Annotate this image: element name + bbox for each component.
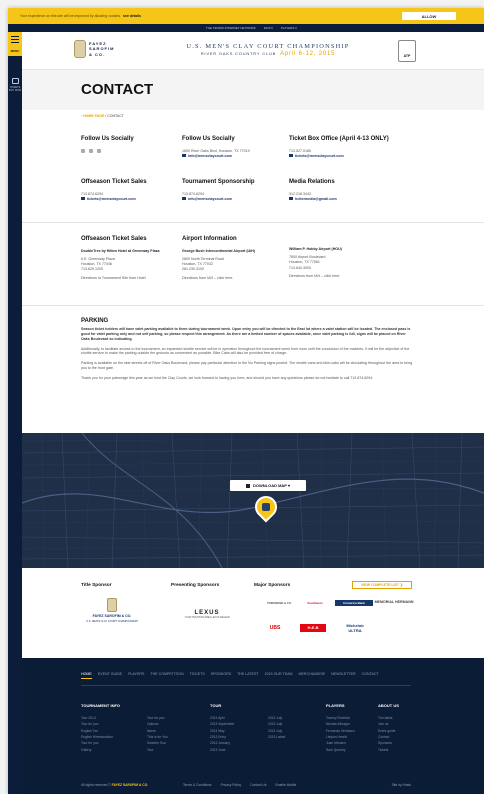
site-by[interactable]: Site by Hosts bbox=[391, 783, 411, 787]
email-link[interactable]: tickets@mensclaycourt.com bbox=[87, 196, 136, 201]
parking-section bbox=[81, 317, 413, 386]
address-line: 6 E. Greenway Plaza bbox=[81, 256, 115, 261]
phone: 281.230.3100 bbox=[182, 267, 204, 272]
phone: 713.640.3000 bbox=[289, 265, 311, 270]
sarofim-logo[interactable] bbox=[74, 40, 114, 58]
media-title: Media Relations bbox=[289, 179, 335, 185]
phone: 713.874.6294 bbox=[81, 191, 103, 196]
championship-title: U.S. MEN'S CLAY COURT CHAMPIONSHIP bbox=[186, 43, 350, 50]
network-link[interactable]: THE TENNIS INTERNET NETWORK bbox=[206, 26, 256, 30]
email-link[interactable]: info@mensclaycourt.com bbox=[188, 153, 232, 158]
footer-link[interactable]: Join us bbox=[378, 722, 389, 727]
title-sponsor-label: Title Sponsor bbox=[81, 583, 112, 588]
copyright: All rights reserved © bbox=[81, 783, 111, 787]
footer-nav-item[interactable]: MERCHANDISE bbox=[298, 672, 326, 676]
footer-link[interactable]: This is for You bbox=[147, 735, 168, 740]
title-sponsor-logo[interactable] bbox=[82, 598, 142, 623]
download-icon bbox=[246, 484, 250, 488]
allow-cookies-button[interactable]: ALLOW bbox=[402, 12, 456, 20]
cookie-message: Your experience on this site will be improved by allowing cookies. bbox=[20, 14, 122, 18]
phone: 713.874.6294 bbox=[182, 191, 204, 196]
address-line: Houston, TX 77032 bbox=[182, 262, 213, 267]
box-office-title: Ticket Box Office (April 4-13 ONLY) bbox=[289, 136, 389, 142]
directions-link[interactable]: Directions to Tournament Site from Hotel bbox=[81, 275, 146, 280]
phone: 713.527.0185 bbox=[289, 148, 311, 153]
parking-paragraph: Additionally, to facilitate access to the tournament, an expanded shuttle service will be in operation throughout the tournament week from noon until the conclusion of the matches. It will be the objective of the shuttle service to make the parking outside the grounds as convenient as possible. Bike Cabs will also be provided free of charge. bbox=[81, 346, 410, 356]
venue-name: RIVER OAKS COUNTRY CLUB bbox=[200, 51, 277, 56]
footer-nav-item[interactable]: THE LATEST bbox=[237, 672, 259, 676]
footer-nav bbox=[81, 672, 379, 679]
footer-bottom bbox=[81, 783, 411, 787]
address-line: Houston, TX 77061 bbox=[289, 260, 320, 265]
footer-link[interactable]: 2013 July bbox=[268, 722, 283, 727]
footer-legal-link[interactable]: Terms & Conditions bbox=[183, 783, 212, 787]
breadcrumb bbox=[81, 114, 124, 118]
envelope-icon bbox=[182, 154, 186, 157]
footer-link[interactable]: English Himmamation bbox=[81, 735, 114, 740]
owl-pin-icon bbox=[262, 503, 270, 511]
footer-nav-item[interactable]: EVENT GUIDE bbox=[97, 672, 123, 676]
download-map-button[interactable] bbox=[230, 480, 306, 491]
footer-col-about bbox=[378, 702, 399, 753]
address-line: 7800 Airport Boulevard bbox=[289, 255, 326, 260]
hamburger-icon bbox=[11, 39, 19, 40]
map-streets bbox=[22, 433, 484, 568]
address: 1600 River Oaks Blvd, Houston, TX 77019 bbox=[182, 148, 250, 153]
footer-link[interactable]: Event guide bbox=[378, 728, 396, 733]
footer-link[interactable]: The latest bbox=[378, 715, 393, 720]
location-map[interactable] bbox=[22, 433, 484, 568]
footer-nav-item[interactable]: TICKETS bbox=[189, 672, 205, 676]
sponsor-logo[interactable]: MEMORIAL HERMANN bbox=[374, 600, 414, 604]
parking-title: PARKING bbox=[81, 318, 109, 324]
footer-col-tour-2 bbox=[268, 702, 285, 740]
sponsor-logo[interactable]: Comerica Bank bbox=[335, 600, 373, 606]
footer-nav-item[interactable]: NEWSLETTER bbox=[331, 672, 356, 676]
envelope-icon bbox=[289, 154, 293, 157]
follow-us-address-block bbox=[182, 135, 282, 159]
parking-paragraph: Parking is available on the side streets off of River Oaks Boulevard; please pay particular attention to the No Parking signs posted. The shuttle vans and bike-cabs will be circulating throughout the area to bring you to the front gate. bbox=[81, 361, 413, 371]
championship-small: U.S. MEN'S CLAY COURT CHAMPIONSHIP bbox=[86, 620, 138, 623]
breadcrumb-home[interactable]: HOME PAGE bbox=[83, 114, 105, 118]
footer-nav-item[interactable]: 2015 OUR TEAM bbox=[264, 672, 293, 676]
email-link[interactable]: tickets@mensclaycourt.com bbox=[295, 153, 344, 158]
phone: 312.218.3442 bbox=[289, 191, 311, 196]
footer-link[interactable]: Sam Querrey bbox=[326, 747, 346, 752]
footer-link[interactable]: Tour bbox=[147, 747, 154, 752]
view-complete-list-button[interactable]: VIEW COMPLETE LIST ❯ bbox=[352, 581, 412, 589]
hotel-name: DoubleTree by Hilton Hotel at Greenway Plaza bbox=[81, 248, 160, 253]
footer-link[interactable]: English Tou bbox=[81, 728, 98, 733]
directions-link[interactable]: Directions from IAH – click here. bbox=[289, 273, 341, 278]
sidebar bbox=[8, 32, 22, 794]
footer-nav-item[interactable]: THE COMPETITION bbox=[150, 672, 184, 676]
footer-link[interactable]: Tour for you bbox=[147, 715, 165, 720]
title-sponsor-name: FAYEZ SAROFIM & CO. bbox=[92, 614, 132, 618]
footer-link[interactable]: Tour for you bbox=[81, 741, 99, 746]
footer-divider bbox=[81, 685, 411, 686]
section-divider bbox=[22, 222, 484, 223]
address-line: 2800 North Terminal Road bbox=[182, 256, 224, 261]
footer-link[interactable]: Juan Monaco bbox=[326, 741, 346, 746]
facebook-icon[interactable] bbox=[81, 149, 85, 153]
follow-title-2: Follow Us Socially bbox=[182, 136, 235, 142]
footer-legal-link[interactable]: Enable Mobile bbox=[275, 783, 297, 787]
footer-link[interactable]: 2014 April bbox=[210, 715, 225, 720]
footer-link[interactable]: 2013 January bbox=[210, 741, 230, 746]
address-line: Houston, TX 77046 bbox=[81, 262, 112, 267]
footer-col-tour bbox=[210, 702, 234, 753]
email-link[interactable]: hcttermedia@gmail.com bbox=[295, 196, 337, 201]
sponsors-section bbox=[22, 568, 484, 658]
sponsor-logo[interactable]: Michelob ULTRA bbox=[346, 623, 364, 633]
download-map-label: DOWNLOAD MAP ▾ bbox=[252, 483, 291, 488]
sponsorship-title: Tournament Sponsorship bbox=[182, 179, 255, 185]
footer-link[interactable]: Name bbox=[147, 728, 156, 733]
follow-us-block bbox=[81, 135, 181, 155]
atp-logo: ATP bbox=[398, 40, 416, 62]
footer-link[interactable]: Tour for you bbox=[81, 722, 99, 727]
year-dropdown[interactable]: 2015 ▾ bbox=[263, 26, 273, 30]
envelope-icon bbox=[182, 197, 186, 200]
footer-link[interactable]: 2013 September bbox=[210, 722, 235, 727]
footer-legal-links bbox=[183, 783, 296, 787]
email-link[interactable]: info@mensclaycourt.com bbox=[188, 196, 232, 201]
footer-link[interactable]: Contact bbox=[378, 735, 390, 740]
footer-link[interactable]: 2013 July bbox=[268, 728, 283, 733]
lexus-logo[interactable] bbox=[177, 610, 237, 619]
footer-link[interactable]: Options bbox=[147, 722, 159, 727]
hotel-section-title: Offseason Ticket Sales bbox=[81, 236, 147, 242]
sponsorship-block bbox=[182, 178, 282, 202]
instagram-icon[interactable] bbox=[89, 149, 93, 153]
footer-link[interactable]: Sweden Tour bbox=[147, 741, 167, 746]
tickets-button[interactable] bbox=[8, 78, 22, 93]
footer-link[interactable]: 2013 June bbox=[210, 747, 226, 752]
players-dropdown[interactable]: PLAYERS ▾ bbox=[280, 26, 297, 30]
envelope-icon bbox=[289, 197, 293, 200]
footer-link[interactable]: 2013 July bbox=[268, 715, 283, 720]
hou-block bbox=[289, 247, 389, 279]
footer-link[interactable]: Lleyton Hewitt bbox=[326, 735, 347, 740]
copyright-brand: FAYEZ SAROFIM & CO. bbox=[111, 783, 149, 787]
cookie-bar bbox=[8, 8, 484, 24]
iah-name: George Bush Intercontinental Airport (IAH) bbox=[182, 248, 255, 253]
sponsor-logo[interactable]: TOWNSEND & CO bbox=[266, 601, 292, 605]
sponsor-logo[interactable]: H-E-B bbox=[300, 624, 326, 632]
major-sponsors-label: Major Sponsors bbox=[254, 583, 291, 588]
event-dates: April 6-12, 2015 bbox=[280, 51, 336, 57]
media-block bbox=[289, 178, 389, 202]
tickets-label: TICKETS BUY NOW bbox=[9, 86, 21, 93]
hou-name: William P. Hobby Airport (HOU) bbox=[289, 247, 342, 251]
footer-col-players bbox=[326, 702, 355, 753]
footer-col-title: TOURNAMENT INFO bbox=[81, 703, 121, 708]
footer-legal-link[interactable]: Contact Us bbox=[250, 783, 267, 787]
top-network-nav bbox=[8, 24, 484, 32]
ticket-icon bbox=[12, 78, 19, 84]
site-header bbox=[22, 32, 484, 70]
footer-link[interactable]: 2013 Entry bbox=[210, 735, 226, 740]
footer-link[interactable]: Nicolas Almagro bbox=[326, 722, 350, 727]
lexus-subtitle: YOUR HOUSTON AREA LEXUS DEALER bbox=[184, 616, 230, 619]
footer-col-title: TOUR bbox=[210, 703, 222, 708]
venue-line bbox=[168, 51, 368, 57]
browser-frame bbox=[8, 8, 484, 794]
footer-link[interactable]: Tickets bbox=[378, 747, 389, 752]
follow-title: Follow Us Socially bbox=[81, 136, 134, 142]
iah-block bbox=[182, 235, 282, 281]
section-divider bbox=[22, 305, 484, 306]
directions-link[interactable]: Directions from IAH – click here. bbox=[182, 275, 234, 280]
sponsor-logo[interactable]: Southwest bbox=[307, 601, 323, 605]
footer-link[interactable]: 2014 May bbox=[210, 728, 225, 733]
hotel-block bbox=[81, 235, 181, 281]
hamburger-icon bbox=[11, 42, 19, 43]
footer-col-tournament-2 bbox=[147, 702, 168, 753]
footer-link[interactable]: Gallery bbox=[81, 747, 92, 752]
footer-nav-item[interactable]: HOME bbox=[81, 672, 92, 679]
breadcrumb-current: CONTACT bbox=[107, 114, 124, 118]
logo-text: FAYEZ SAROFIM & CO. bbox=[89, 41, 115, 57]
offseason-title: Offseason Ticket Sales bbox=[81, 179, 147, 185]
footer-col-title bbox=[147, 702, 168, 710]
envelope-icon bbox=[81, 197, 85, 200]
menu-button[interactable] bbox=[8, 32, 22, 56]
offseason-sales-block bbox=[81, 178, 181, 202]
page-title-bar bbox=[22, 70, 484, 110]
footer-col-title: ABOUT US bbox=[378, 703, 399, 708]
footer-legal-link[interactable]: Privacy Policy bbox=[220, 783, 242, 787]
parking-paragraph: Thank you for your patronage this year as we host the Clay Courts, we look forward to having you here, and should you have any questions please do not hesitate to call 713.874.6294. bbox=[81, 376, 374, 380]
chevron-right-icon: › bbox=[81, 114, 83, 118]
footer-nav-item[interactable]: SPONSORS bbox=[210, 672, 232, 676]
hamburger-icon bbox=[11, 36, 19, 37]
footer-link[interactable]: Fernando Verdasco bbox=[326, 728, 355, 733]
footer-link[interactable]: Sponsors bbox=[378, 741, 392, 746]
footer-col-title: PLAYERS bbox=[326, 703, 345, 708]
menu-label: MENU bbox=[10, 49, 20, 53]
airport-section-title: Airport Information bbox=[182, 236, 237, 242]
page-title: CONTACT bbox=[81, 81, 154, 98]
footer-link[interactable]: Tour 2014 bbox=[81, 715, 96, 720]
footer-nav-item[interactable]: CONTACT bbox=[361, 672, 379, 676]
twitter-icon[interactable] bbox=[97, 149, 101, 153]
sponsor-logo[interactable]: UBS bbox=[269, 625, 281, 631]
footer-col-title bbox=[268, 702, 285, 710]
footer-nav-item[interactable]: PLAYERS bbox=[128, 672, 145, 676]
parking-paragraph: Season ticket holders will have valet parking available to them during tournament week. Upon entry you will be directed to the East lot where a valet station will be located. The enclosed pass is good for valet parking only and not self parking, so please respect this arrangement. As there are a limited number of spaces available, once valet parking is full, signs will be placed on River Oaks Boulevard so indicating. bbox=[81, 327, 411, 341]
lexus-name: LEXUS bbox=[194, 610, 220, 616]
box-office-block bbox=[289, 135, 419, 159]
owl-logo-icon bbox=[107, 598, 117, 612]
presenting-sponsors-label: Presenting Sponsors bbox=[171, 583, 220, 588]
phone: 713.629.1200 bbox=[81, 267, 103, 272]
cookie-details-link[interactable]: see details bbox=[123, 14, 141, 18]
footer-link[interactable]: 2013 Latest bbox=[268, 735, 286, 740]
site-footer bbox=[22, 658, 484, 794]
breadcrumb-separator: / bbox=[105, 114, 107, 118]
championship-banner bbox=[168, 43, 368, 57]
footer-col-tournament bbox=[81, 702, 120, 753]
footer-link[interactable]: Tommy Robredo bbox=[326, 715, 351, 720]
owl-logo-icon bbox=[74, 40, 86, 58]
